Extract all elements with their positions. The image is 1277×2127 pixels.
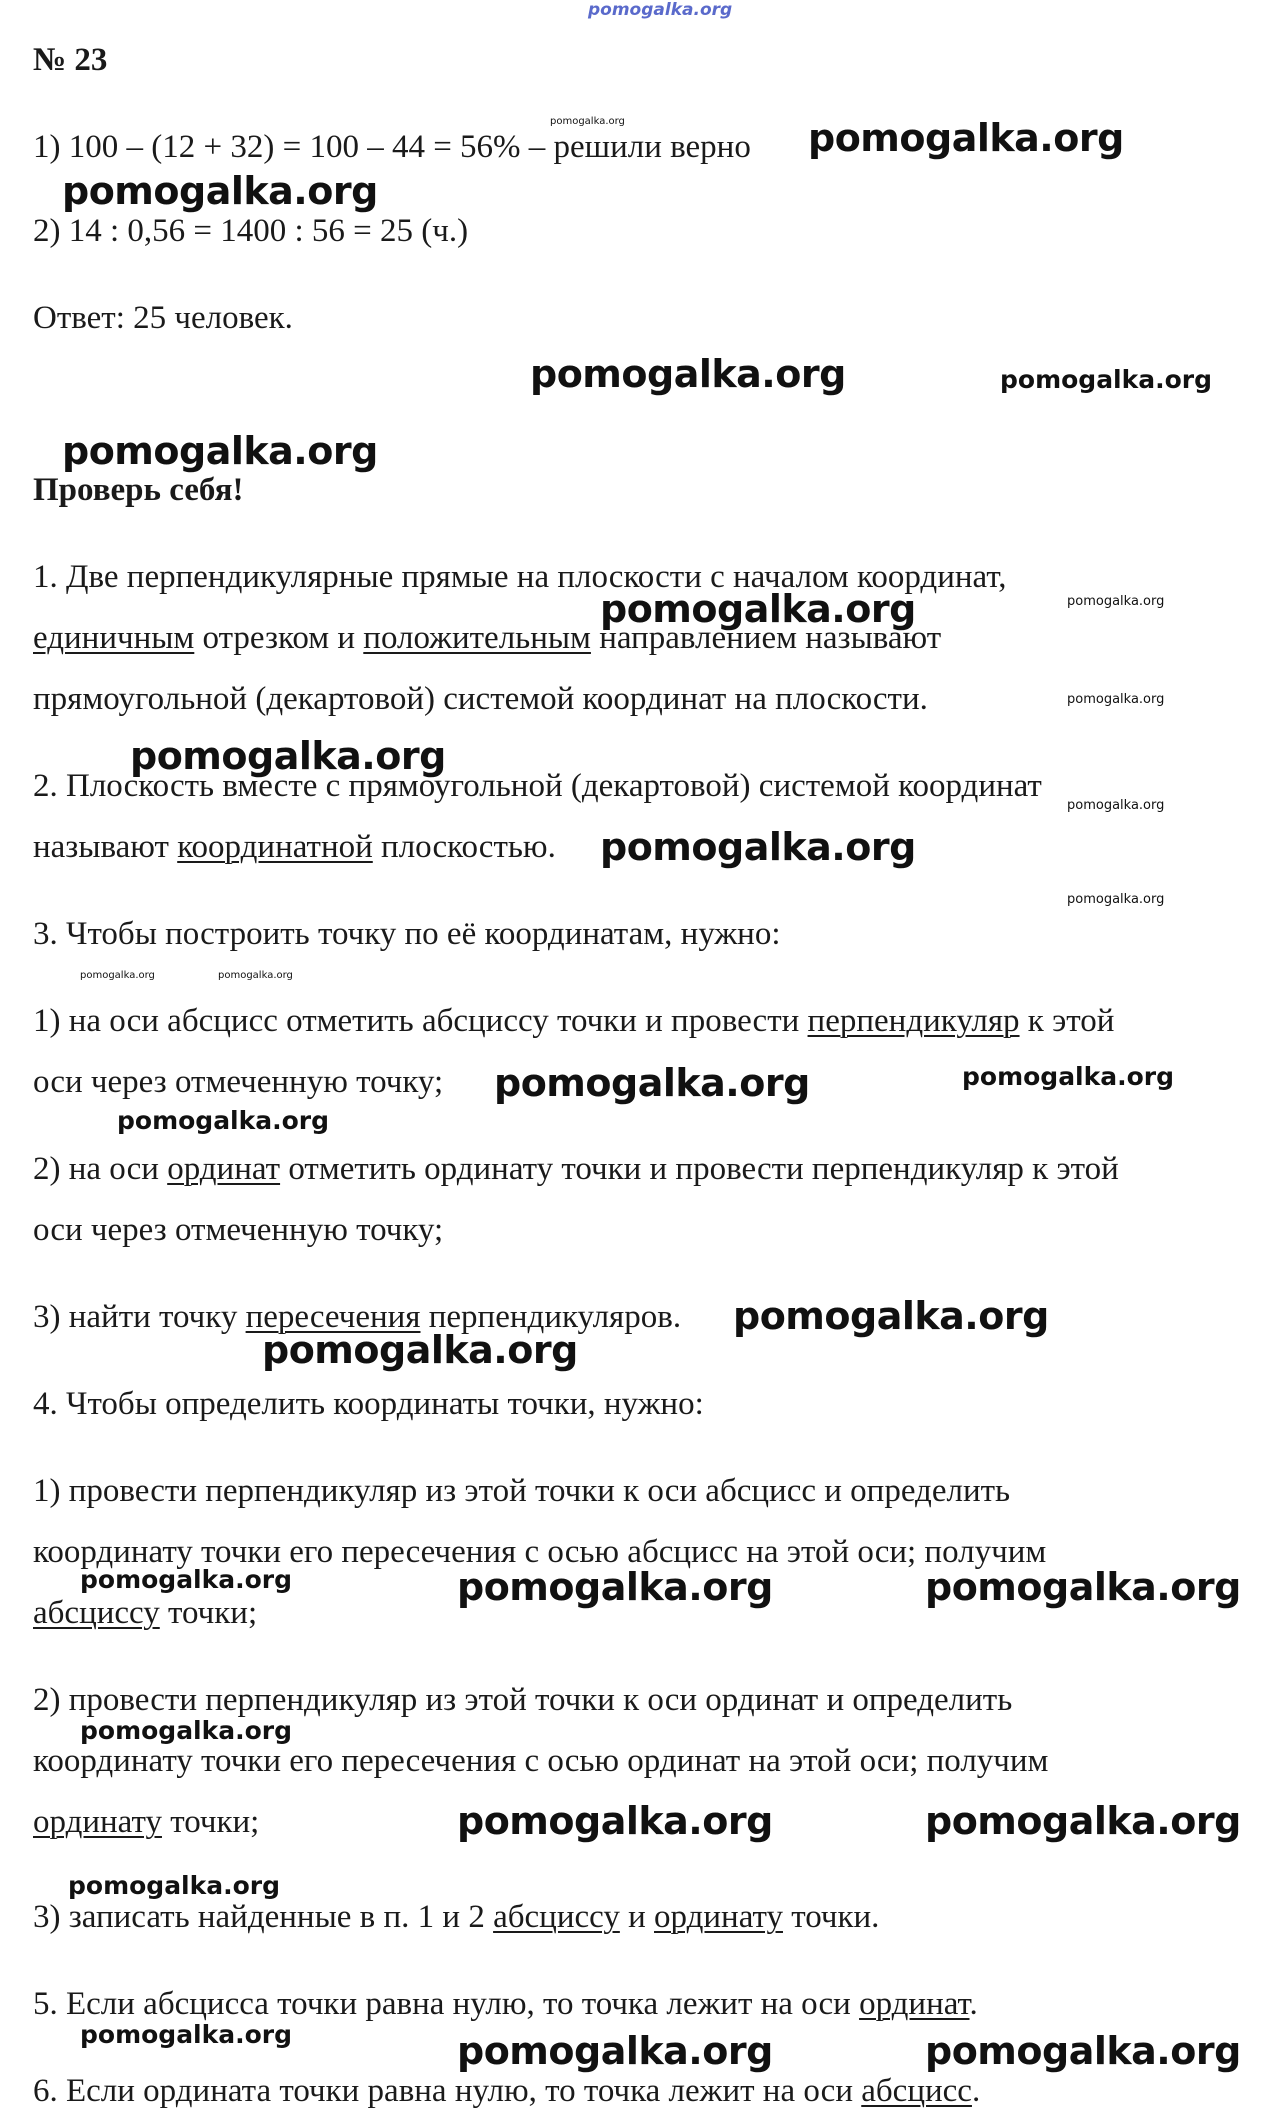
q4-intro: 4. Чтобы определить координаты точки, нужно: — [33, 1386, 704, 1422]
text: отрезком и — [194, 620, 364, 656]
watermark: pomogalka.org — [1067, 692, 1165, 707]
text: отметить ординату точки и провести перпендикуляр к этой — [280, 1151, 1119, 1187]
watermark-top: pomogalka.org — [588, 0, 733, 20]
answer-term: ординату — [33, 1804, 162, 1840]
watermark: pomogalka.org — [733, 1294, 1049, 1338]
answer-term: перпендикуляр — [807, 1003, 1020, 1039]
q1-line-2 — [33, 622, 941, 655]
watermark: pomogalka.org — [1067, 594, 1165, 609]
answer-term: абсциссу — [493, 1899, 620, 1935]
watermark: pomogalka.org — [62, 429, 378, 473]
watermark: pomogalka.org — [457, 1799, 773, 1843]
text: перпендикуляров. — [420, 1299, 682, 1335]
text: точки; — [159, 1595, 258, 1631]
q4-b-line-1: 2) провести перпендикуляр из этой точки к оси ординат и определить — [33, 1682, 1013, 1718]
text: 6. Если ордината точки равна нулю, то точка лежит на оси — [33, 2073, 862, 2109]
q3-b-line-1 — [33, 1153, 1119, 1186]
text: 2) на оси — [33, 1151, 168, 1187]
watermark: pomogalka.org — [808, 116, 1124, 160]
text: 3) записать найденные в п. 1 и 2 — [33, 1899, 494, 1935]
q2-line-1: 2. Плоскость вместе с прямоугольной (декартовой) системой координат — [33, 768, 1042, 804]
answer-term: абсциссу — [33, 1595, 160, 1631]
answer-term: ординат — [859, 1986, 970, 2022]
watermark: pomogalka.org — [925, 1565, 1241, 1609]
answer-term: абсцисс — [861, 2073, 972, 2109]
watermark: pomogalka.org — [1067, 892, 1165, 907]
watermark: pomogalka.org — [130, 734, 446, 778]
q3-b-line-2: оси через отмеченную точку; — [33, 1212, 444, 1248]
q4-c-line — [33, 1901, 879, 1934]
text: . — [971, 2073, 981, 2109]
watermark: pomogalka.org — [550, 116, 625, 127]
answer-term: пересечения — [245, 1299, 421, 1335]
q4-a-line-1: 1) провести перпендикуляр из этой точки к оси абсцисс и определить — [33, 1473, 1011, 1509]
text: точки. — [782, 1899, 880, 1935]
watermark: pomogalka.org — [80, 970, 155, 981]
q3-a-line-1 — [33, 1005, 1114, 1038]
text: к этой — [1019, 1003, 1115, 1039]
text: точки; — [161, 1804, 260, 1840]
watermark: pomogalka.org — [1000, 365, 1213, 394]
answer-term: ординат — [167, 1151, 281, 1187]
text: плоскостью. — [372, 829, 556, 865]
text: направлением называют — [590, 620, 942, 656]
q5-line — [33, 1988, 978, 2021]
watermark: pomogalka.org — [117, 1106, 330, 1135]
task-number: № 23 — [33, 42, 108, 78]
watermark: pomogalka.org — [600, 587, 916, 631]
q1-line-3: прямоугольной (декартовой) системой координат на плоскости. — [33, 681, 928, 717]
answer-term: ординату — [654, 1899, 783, 1935]
watermark: pomogalka.org — [68, 1871, 281, 1900]
task-step-2: 2) 14 : 0,56 = 1400 : 56 = 25 (ч.) — [33, 213, 469, 249]
text: 1) на оси абсцисс отметить абсциссу точки и провести — [33, 1003, 808, 1039]
watermark: pomogalka.org — [262, 1328, 578, 1372]
text: 3) найти точку — [33, 1299, 246, 1335]
q4-a-line-3 — [33, 1597, 257, 1630]
q3-intro: 3. Чтобы построить точку по её координатам, нужно: — [33, 916, 781, 952]
q6-line — [33, 2075, 980, 2108]
answer-term: единичным — [33, 620, 195, 656]
watermark: pomogalka.org — [600, 825, 916, 869]
answer-term: положительным — [363, 620, 591, 656]
section-title: Проверь себя! — [33, 472, 244, 508]
watermark: pomogalka.org — [1067, 798, 1165, 813]
watermark: pomogalka.org — [80, 1716, 293, 1745]
q4-b-line-2: координату точки его пересечения с осью ординат на этой оси; получим — [33, 1743, 1049, 1779]
watermark: pomogalka.org — [530, 352, 846, 396]
q4-a-line-2: координату точки его пересечения с осью абсцисс на этой оси; получим — [33, 1534, 1047, 1570]
task-answer: Ответ: 25 человек. — [33, 300, 293, 336]
text: 5. Если абсцисса точки равна нулю, то точка лежит на оси — [33, 1986, 860, 2022]
text: и — [619, 1899, 655, 1935]
text: называют — [33, 829, 178, 865]
watermark: pomogalka.org — [80, 1565, 293, 1594]
q2-line-2 — [33, 831, 556, 864]
watermark: pomogalka.org — [494, 1061, 810, 1105]
answer-term: координатной — [177, 829, 373, 865]
watermark: pomogalka.org — [457, 1565, 773, 1609]
watermark: pomogalka.org — [457, 2029, 773, 2073]
q4-b-line-3 — [33, 1806, 259, 1839]
q3-c-line — [33, 1301, 681, 1334]
watermark: pomogalka.org — [962, 1062, 1175, 1091]
q1-line-1: 1. Две перпендикулярные прямые на плоскости с началом координат, — [33, 559, 1007, 595]
watermark: pomogalka.org — [925, 1799, 1241, 1843]
task-step-1: 1) 100 – (12 + 32) = 100 – 44 = 56% – решили верно — [33, 129, 751, 165]
q3-a-line-2: оси через отмеченную точку; — [33, 1064, 444, 1100]
watermark: pomogalka.org — [218, 970, 293, 981]
watermark: pomogalka.org — [62, 169, 378, 213]
watermark: pomogalka.org — [925, 2029, 1241, 2073]
text: . — [969, 1986, 978, 2022]
watermark: pomogalka.org — [80, 2020, 293, 2049]
